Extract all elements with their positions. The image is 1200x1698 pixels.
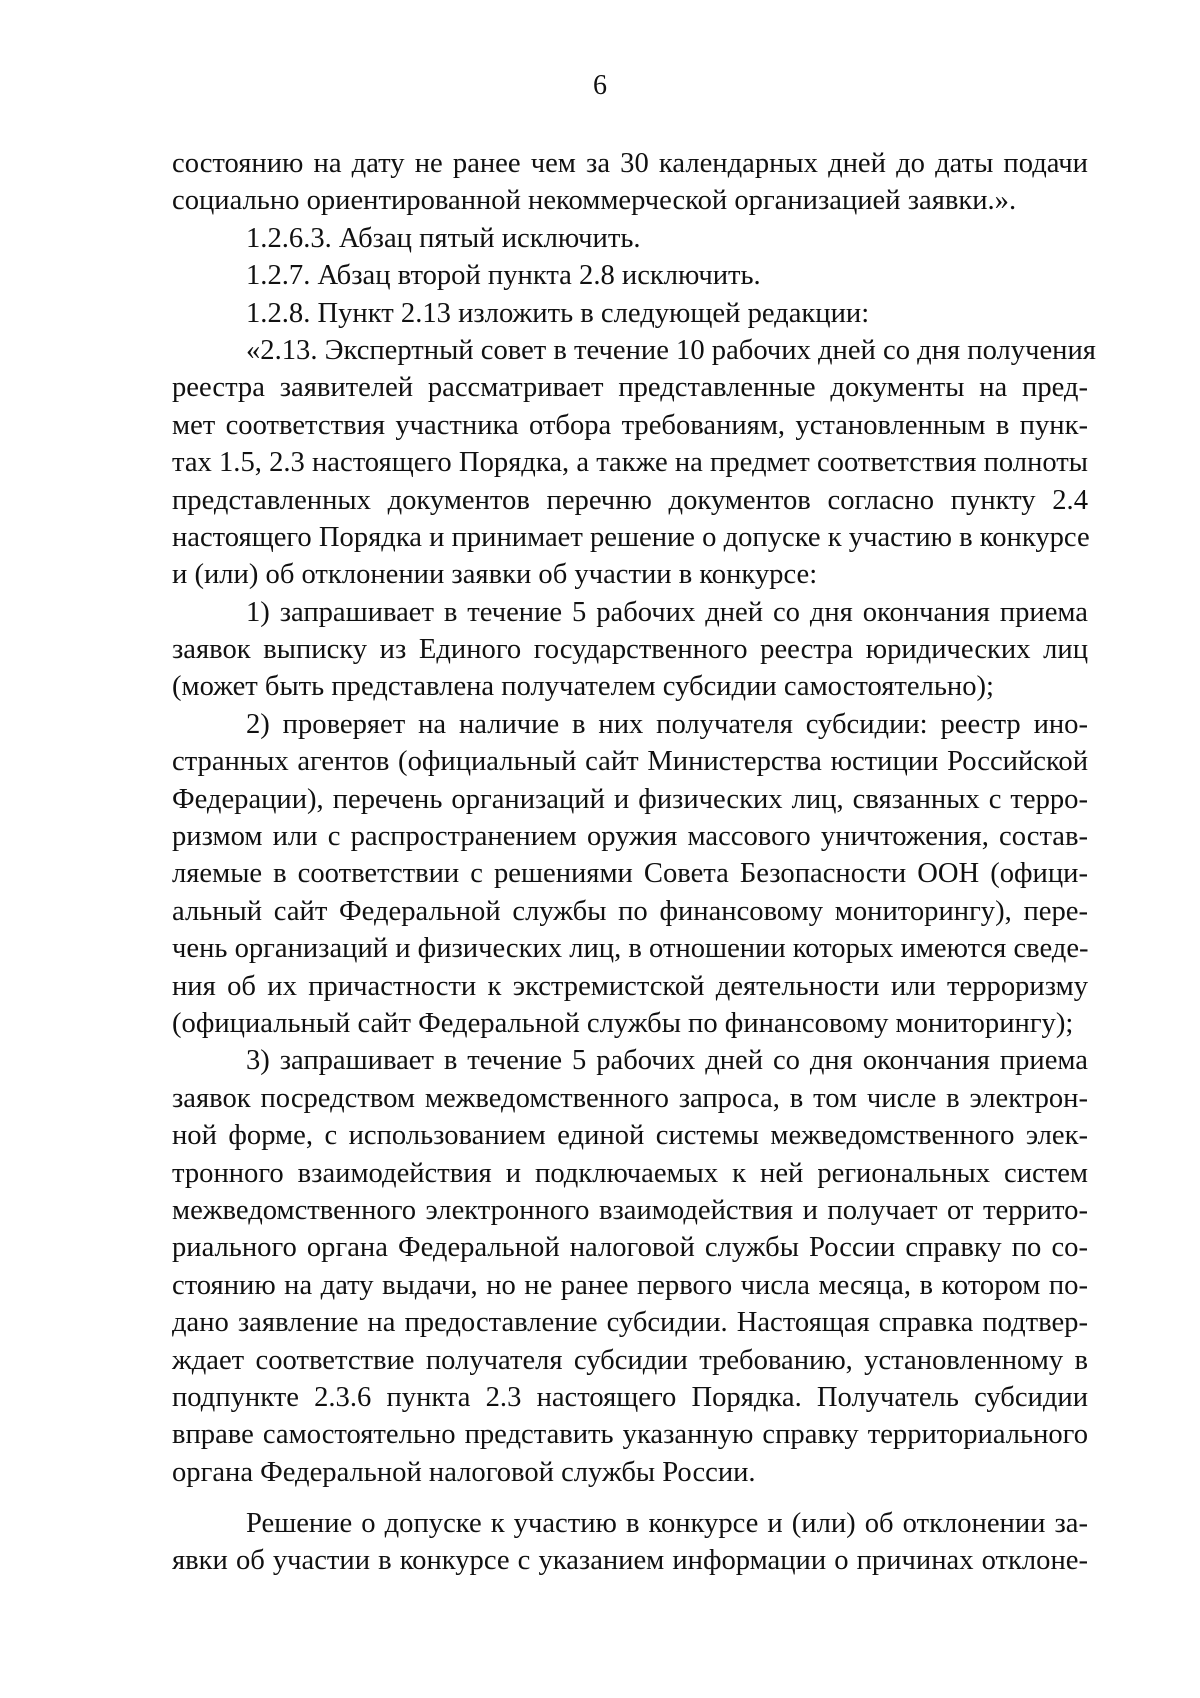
text-line: настоящего Порядка и принимает решение о допуске к участию в конкурсе [172, 521, 1090, 553]
text-line: чень организаций и физических лиц, в отношении которых имеются сведе- [172, 933, 1089, 965]
text-line: ризмом или с распространением оружия массового уничтожения, состав- [172, 821, 1088, 853]
text-line: и (или) об отклонении заявки об участии в конкурсе: [172, 559, 818, 591]
text-line: «2.13. Экспертный совет в течение 10 рабочих дней со дня получения [246, 334, 1096, 366]
text-line: тах 1.5, 2.3 настоящего Порядка, а также на предмет соответствия полноты [172, 447, 1088, 479]
text-line: стоянию на дату выдачи, но не ранее первого числа месяца, в котором по- [172, 1269, 1088, 1301]
text-line: альный сайт Федеральной службы по финансовому мониторингу), пере- [172, 895, 1088, 927]
text-line: риального органа Федеральной налоговой службы России справку по со- [172, 1232, 1088, 1264]
text-line: ной форме, с использованием единой системы межведомственного элек- [172, 1120, 1088, 1152]
text-line: дано заявление на предоставление субсидии. Настоящая справка подтвер- [172, 1307, 1088, 1339]
text-line: явки об участии в конкурсе с указанием информации о причинах отклоне- [172, 1545, 1088, 1577]
text-line: органа Федеральной налоговой службы России. [172, 1456, 756, 1488]
text-line: странных агентов (официальный сайт Министерства юстиции Российской [172, 746, 1088, 778]
text-line: заявок посредством межведомственного запроса, в том числе в электрон- [172, 1082, 1088, 1114]
text-line: вправе самостоятельно представить указанную справку территориального [172, 1419, 1088, 1451]
text-line: мет соответствия участника отбора требованиям, установленным в пунк- [172, 409, 1088, 441]
text-line: 3) запрашивает в течение 5 рабочих дней со дня окончания приема [246, 1045, 1088, 1077]
text-line: 1) запрашивает в течение 5 рабочих дней со дня окончания приема [246, 596, 1088, 628]
text-line: ния об их причастности к экстремистской деятельности или терроризму [172, 970, 1088, 1002]
text-line: тронного взаимодействия и подключаемых к ней региональных систем [172, 1157, 1088, 1189]
document-body [172, 145, 1096, 1580]
text-line: представленных документов перечню документов согласно пункту 2.4 [172, 484, 1088, 516]
text-line: 1.2.8. Пункт 2.13 изложить в следующей редакции: [246, 297, 870, 329]
text-line: реестра заявителей рассматривает представленные документы на пред- [172, 372, 1088, 404]
text-line: (может быть представлена получателем субсидии самостоятельно); [172, 671, 994, 703]
text-line: состоянию на дату не ранее чем за 30 календарных дней до даты подачи [172, 148, 1088, 179]
text-line: подпункте 2.3.6 пункта 2.3 настоящего Порядка. Получатель субсидии [172, 1381, 1088, 1413]
text-line: социально ориентированной некоммерческой организацией заявки.». [172, 185, 1017, 217]
text-line: 2) проверяет на наличие в них получателя субсидии: реестр ино- [246, 708, 1088, 740]
text-line: заявок выписку из Единого государственного реестра юридических лиц [172, 634, 1088, 666]
paragraph-gap [172, 1491, 1088, 1505]
text-line: (официальный сайт Федеральной службы по финансовому мониторингу); [172, 1007, 1074, 1039]
text-line: межведомственного электронного взаимодействия и получает от террито- [172, 1194, 1088, 1226]
text-line: ждает соответствие получателя субсидии требованию, установленному в [172, 1344, 1088, 1376]
text-line: 1.2.7. Абзац второй пункта 2.8 исключить. [246, 260, 761, 292]
text-line: 1.2.6.3. Абзац пятый исключить. [246, 222, 641, 254]
text-line: ляемые в соответствии с решениями Совета Безопасности ООН (офици- [172, 858, 1088, 890]
text-line: Федерации), перечень организаций и физических лиц, связанных с терро- [172, 783, 1088, 815]
page-number: 6 [593, 70, 607, 101]
text-line: Решение о допуске к участию в конкурсе и (или) об отклонении за- [246, 1508, 1088, 1540]
